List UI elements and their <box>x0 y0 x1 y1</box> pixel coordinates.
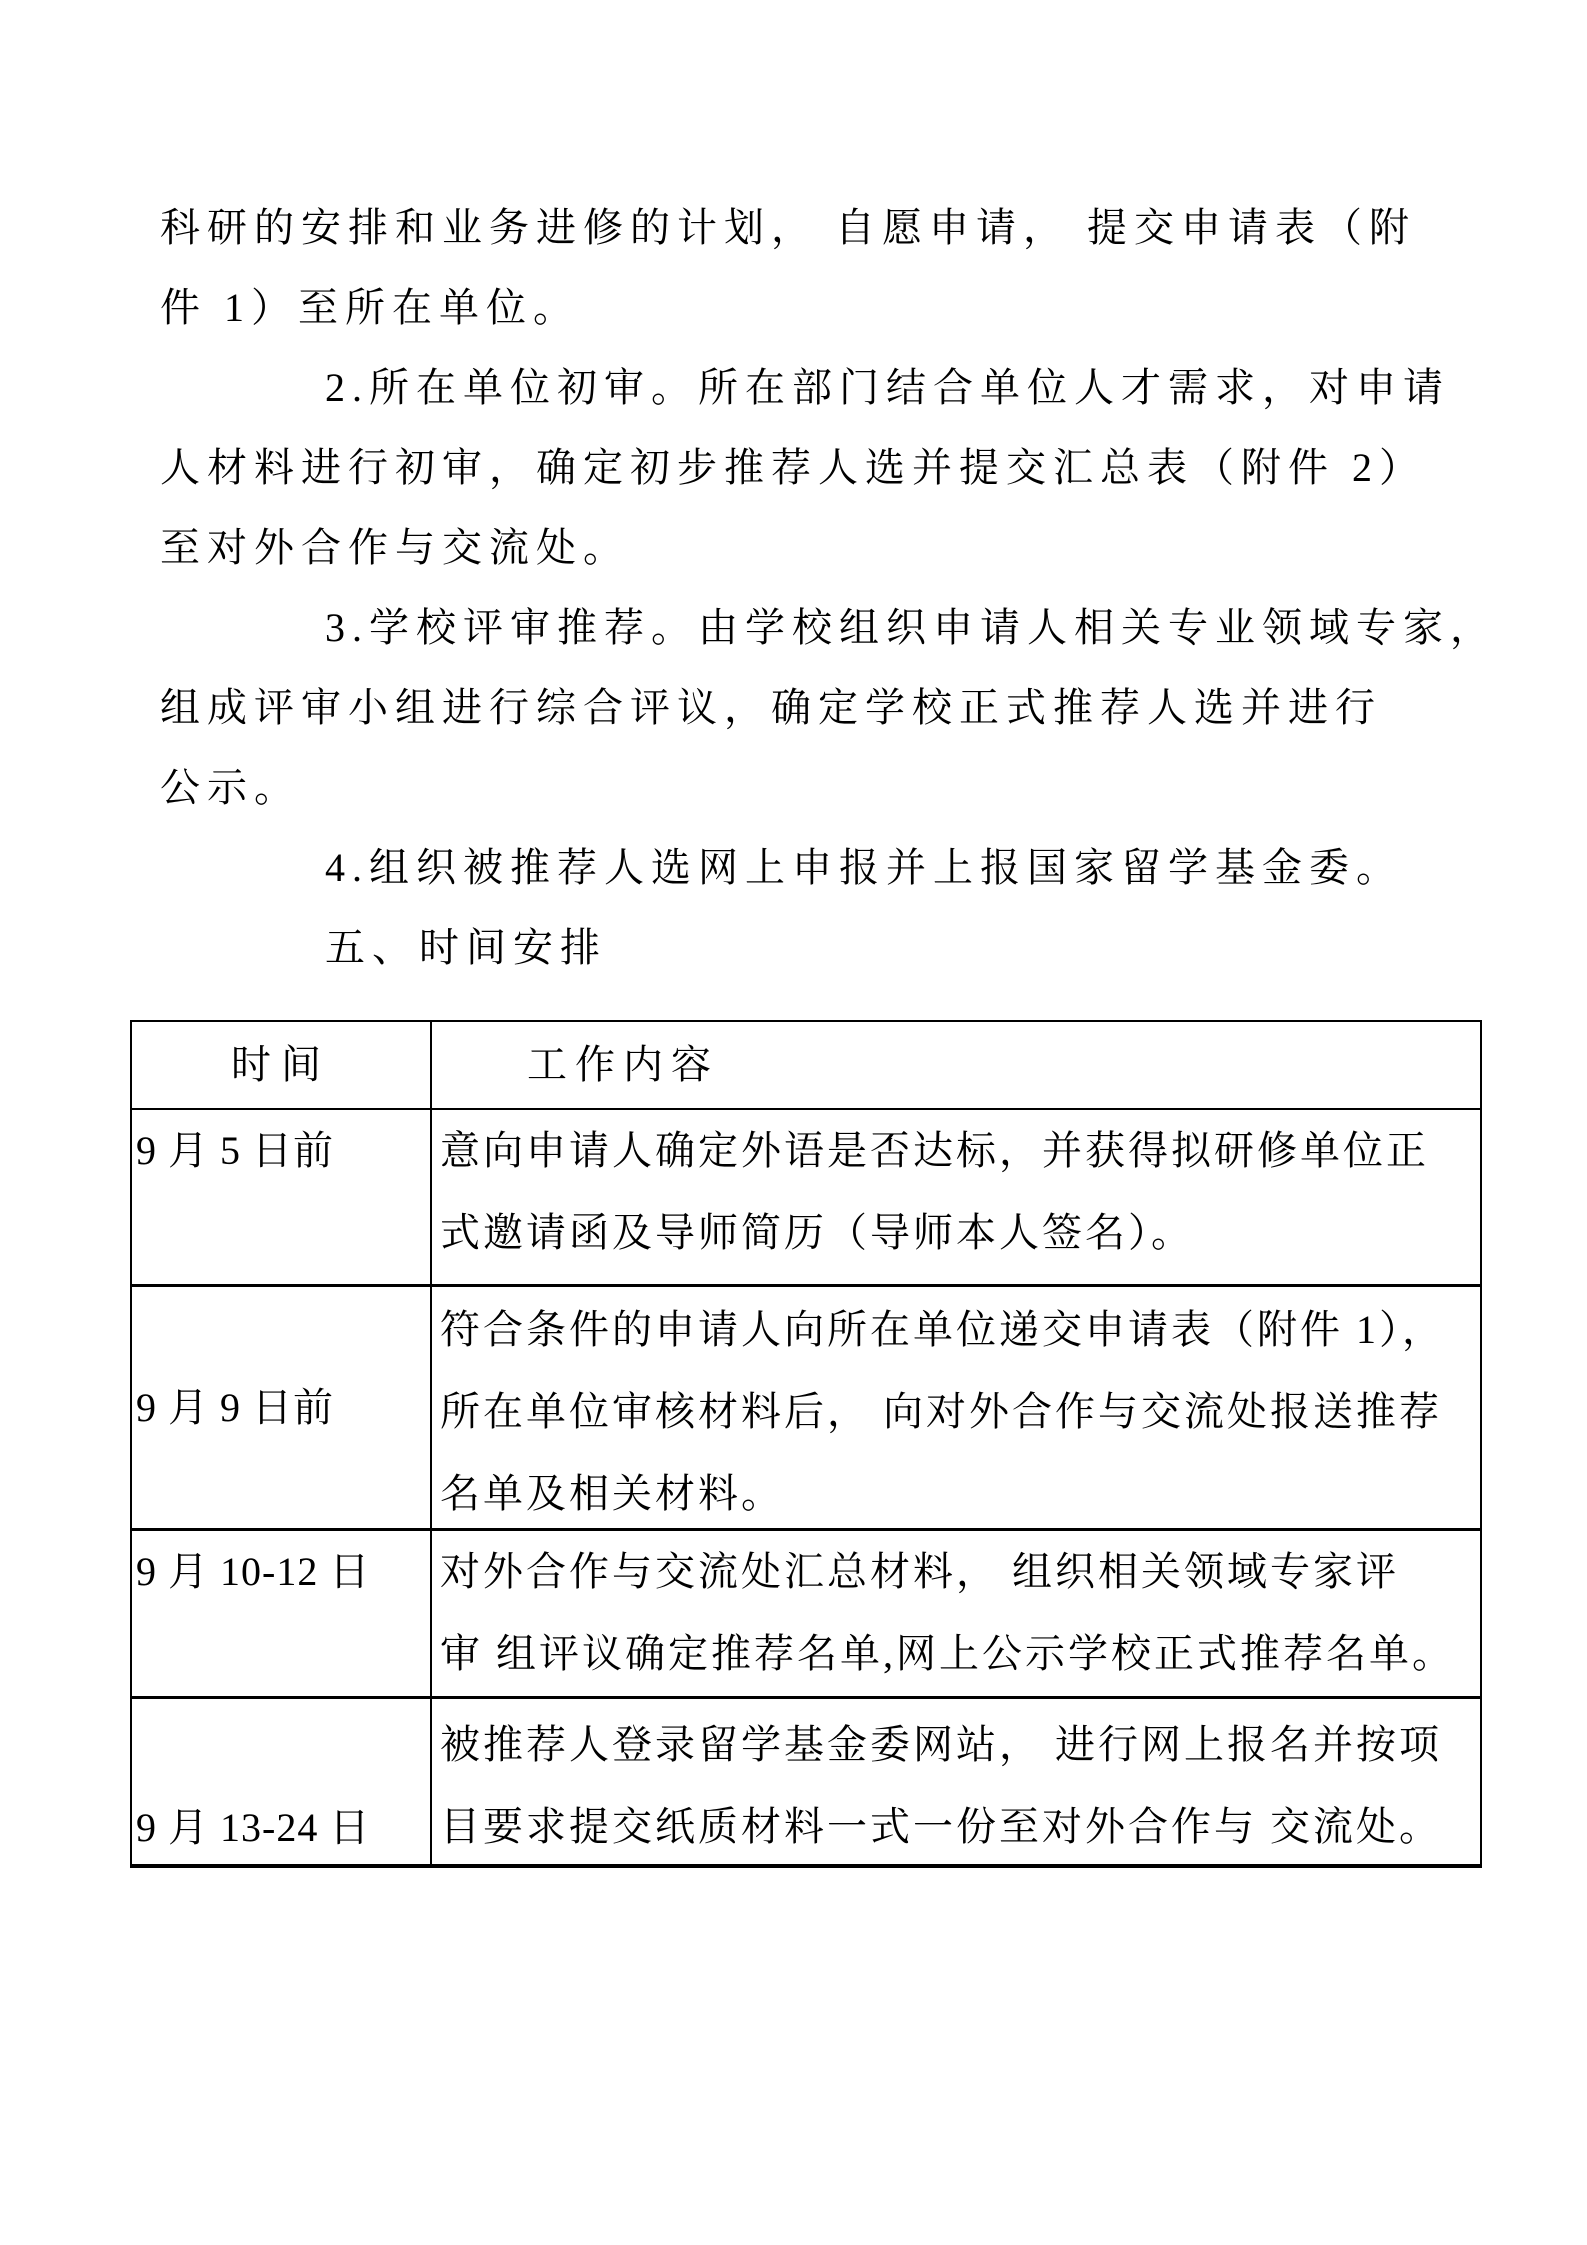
table-row <box>132 1528 1480 1696</box>
table-row <box>132 1108 1480 1284</box>
body-line: 件 1）至所在单位。 <box>160 285 580 330</box>
body-line: 3.学校评审推荐。由学校组织申请人相关专业领域专家， <box>325 605 1497 650</box>
table-row <box>132 1696 1480 1864</box>
time-cell <box>132 1287 432 1528</box>
content-line: 名单及相关材料。 <box>440 1471 784 1516</box>
time-value: 9 月 10-12 日 <box>136 1549 371 1594</box>
table-header-content <box>432 1022 1480 1108</box>
content-line: 审 组评议确定推荐名单,网上公示学校正式推荐名单。 <box>440 1631 1455 1676</box>
schedule-table <box>130 1020 1482 1868</box>
body-line: 至对外合作与交流处。 <box>160 525 630 570</box>
table-row <box>132 1284 1480 1528</box>
body-line: 4.组织被推荐人选网上申报并上报国家留学基金委。 <box>325 845 1403 890</box>
body-line: 组成评审小组进行综合评议，确定学校正式推荐人选并进行 <box>160 685 1382 730</box>
table-header-time-label: 时间 <box>231 1042 331 1087</box>
content-line: 目要求提交纸质材料一式一份至对外合作与 交流处。 <box>440 1804 1442 1849</box>
content-line: 对外合作与交流处汇总材料， 组织相关领域专家评 <box>440 1549 1399 1594</box>
time-cell <box>132 1699 432 1864</box>
content-line: 意向申请人确定外语是否达标，并获得拟研修单位正 <box>440 1128 1429 1173</box>
time-value: 9 月 9 日前 <box>136 1384 334 1430</box>
table-header-content-label: 工作内容 <box>527 1042 719 1087</box>
content-line: 被推荐人登录留学基金委网站， 进行网上报名并按项 <box>440 1722 1442 1767</box>
time-value: 9 月 13-24 日 <box>136 1805 371 1850</box>
content-cell <box>432 1110 1480 1284</box>
body-line: 人材料进行初审，确定初步推荐人选并提交汇总表（附件 2） <box>160 445 1426 490</box>
body-line: 2.所在单位初审。所在部门结合单位人才需求，对申请 <box>325 365 1450 410</box>
section-heading: 五、时间安排 <box>325 925 607 970</box>
content-line: 式邀请函及导师简历（导师本人签名）。 <box>440 1210 1194 1255</box>
time-cell <box>132 1110 432 1284</box>
content-line: 所在单位审核材料后， 向对外合作与交流处报送推荐 <box>440 1389 1442 1434</box>
content-cell <box>432 1699 1480 1864</box>
content-cell <box>432 1287 1480 1528</box>
table-header-row <box>132 1022 1480 1108</box>
time-cell <box>132 1531 432 1696</box>
body-line: 科研的安排和业务进修的计划， 自愿申请， 提交申请表（附 <box>160 205 1416 250</box>
body-line: 公示。 <box>160 765 301 810</box>
content-line: 符合条件的申请人向所在单位递交申请表（附件 1）， <box>440 1307 1445 1352</box>
content-cell <box>432 1531 1480 1696</box>
document-body <box>0 0 1587 988</box>
time-value: 9 月 5 日前 <box>136 1128 334 1173</box>
table-header-time <box>132 1022 432 1108</box>
